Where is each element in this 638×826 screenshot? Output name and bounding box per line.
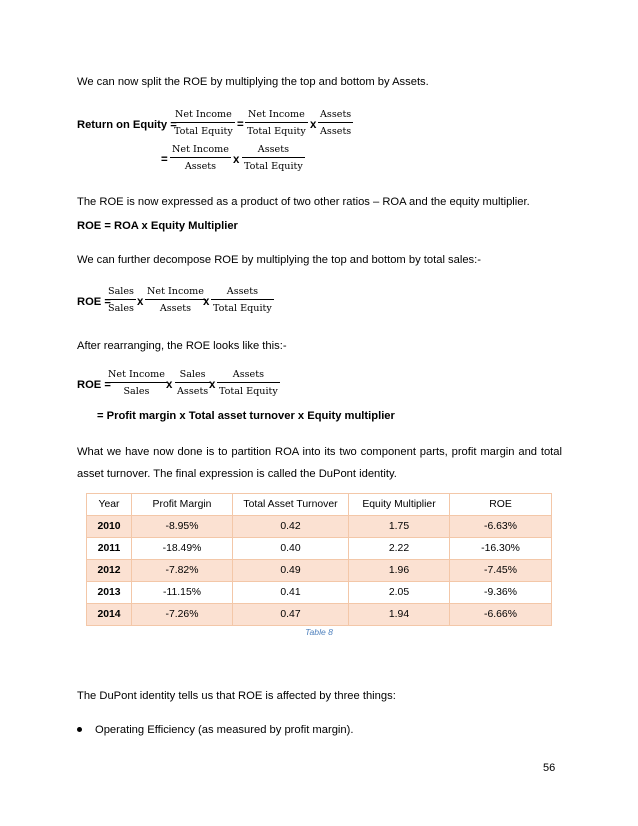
times-sign-5: x	[166, 379, 173, 391]
partition-paragraph: What we have now done is to partition ROA into its two component parts, profit margin and total asset turnover. The final expression is called the DuPont identity.	[77, 446, 562, 480]
cell-total-asset-turnover: 0.41	[233, 582, 349, 604]
denominator: Total Equity	[244, 161, 303, 172]
cell-roe: -16.30%	[450, 538, 552, 560]
fraction-net-income-total-equity	[172, 109, 235, 137]
numerator: Net Income	[245, 109, 308, 123]
cell-equity-multiplier: 1.75	[349, 516, 450, 538]
fraction-net-income-sales	[106, 369, 167, 397]
header-total-asset-turnover: Total Asset Turnover	[233, 494, 349, 516]
times-sign: x	[310, 119, 317, 131]
numerator: Net Income	[106, 369, 167, 383]
table-row	[87, 538, 552, 560]
denominator: Total Equity	[174, 126, 233, 137]
header-roe: ROE	[450, 494, 552, 516]
cell-year: 2014	[87, 604, 132, 626]
times-sign-6: x	[209, 379, 216, 391]
denominator: Sales	[123, 386, 150, 397]
numerator: Net Income	[170, 144, 231, 158]
numerator: Sales	[175, 369, 210, 383]
bullet-operating-efficiency: Operating Efficiency (as measured by profit margin).	[95, 724, 354, 736]
cell-profit-margin: -7.82%	[132, 560, 233, 582]
fraction-sales-sales	[106, 286, 136, 314]
equals-sign: =	[237, 119, 244, 131]
cell-total-asset-turnover: 0.40	[233, 538, 349, 560]
numerator: Assets	[318, 109, 353, 123]
table-row	[87, 516, 552, 538]
roe-sales-label: ROE =	[77, 296, 111, 308]
denominator: Assets	[320, 126, 352, 137]
denominator: Total Equity	[219, 386, 278, 397]
cell-profit-margin: -7.26%	[132, 604, 233, 626]
denominator: Sales	[108, 303, 134, 314]
header-year: Year	[87, 494, 132, 516]
fraction-net-income-assets	[170, 144, 231, 172]
cell-equity-multiplier: 2.22	[349, 538, 450, 560]
cell-roe: -6.66%	[450, 604, 552, 626]
header-equity-multiplier: Equity Multiplier	[349, 494, 450, 516]
numerator: Net Income	[145, 286, 206, 300]
fraction-net-income-total-equity-2	[245, 109, 308, 137]
numerator: Assets	[217, 369, 280, 383]
numerator: Net Income	[172, 109, 235, 123]
cell-year: 2011	[87, 538, 132, 560]
header-profit-margin: Profit Margin	[132, 494, 233, 516]
table-row	[87, 560, 552, 582]
numerator: Sales	[106, 286, 136, 300]
fraction-sales-assets	[175, 369, 210, 397]
denominator: Total Equity	[213, 303, 272, 314]
numerator: Assets	[242, 144, 305, 158]
cell-year: 2012	[87, 560, 132, 582]
cell-total-asset-turnover: 0.42	[233, 516, 349, 538]
bullet-icon	[77, 727, 82, 732]
denominator: Assets	[159, 303, 192, 314]
times-sign-4: x	[203, 296, 210, 308]
cell-year: 2010	[87, 516, 132, 538]
cell-roe: -9.36%	[450, 582, 552, 604]
cell-equity-multiplier: 1.96	[349, 560, 450, 582]
cell-profit-margin: -8.95%	[132, 516, 233, 538]
dupont-table	[86, 493, 552, 626]
equals-sign-2: =	[161, 154, 168, 166]
table-row	[87, 604, 552, 626]
fraction-assets-total-equity	[242, 144, 305, 172]
intro-paragraph: We can now split the ROE by multiplying the top and bottom by Assets.	[77, 76, 429, 88]
cell-year: 2013	[87, 582, 132, 604]
roe-label: Return on Equity =	[77, 119, 177, 131]
decompose-paragraph: We can further decompose ROE by multiplying the top and bottom by total sales:-	[77, 254, 481, 266]
roe-final-label: ROE =	[77, 379, 111, 391]
dupont-formula: = Profit margin x Total asset turnover x Equity multiplier	[97, 410, 395, 422]
roe-roa-formula: ROE = ROA x Equity Multiplier	[77, 220, 238, 232]
fraction-assets-assets	[318, 109, 353, 137]
table-caption: Table 8	[305, 627, 333, 637]
product-paragraph: The ROE is now expressed as a product of two other ratios – ROA and the equity multiplier.	[77, 196, 530, 208]
denominator: Assets	[177, 386, 209, 397]
cell-total-asset-turnover: 0.47	[233, 604, 349, 626]
cell-profit-margin: -11.15%	[132, 582, 233, 604]
fraction-net-income-assets-2	[145, 286, 206, 314]
cell-roe: -6.63%	[450, 516, 552, 538]
page-number: 56	[543, 762, 556, 774]
rearrange-paragraph: After rearranging, the ROE looks like this:-	[77, 340, 287, 352]
cell-equity-multiplier: 2.05	[349, 582, 450, 604]
cell-total-asset-turnover: 0.49	[233, 560, 349, 582]
cell-profit-margin: -18.49%	[132, 538, 233, 560]
table-header-row	[87, 494, 552, 516]
three-things-paragraph: The DuPont identity tells us that ROE is affected by three things:	[77, 690, 396, 702]
fraction-assets-total-equity-3	[217, 369, 280, 397]
cell-roe: -7.45%	[450, 560, 552, 582]
denominator: Assets	[184, 161, 217, 172]
denominator: Total Equity	[247, 126, 306, 137]
times-sign-2: x	[233, 154, 240, 166]
table-row	[87, 582, 552, 604]
times-sign-3: x	[137, 296, 144, 308]
cell-equity-multiplier: 1.94	[349, 604, 450, 626]
numerator: Assets	[211, 286, 274, 300]
fraction-assets-total-equity-2	[211, 286, 274, 314]
